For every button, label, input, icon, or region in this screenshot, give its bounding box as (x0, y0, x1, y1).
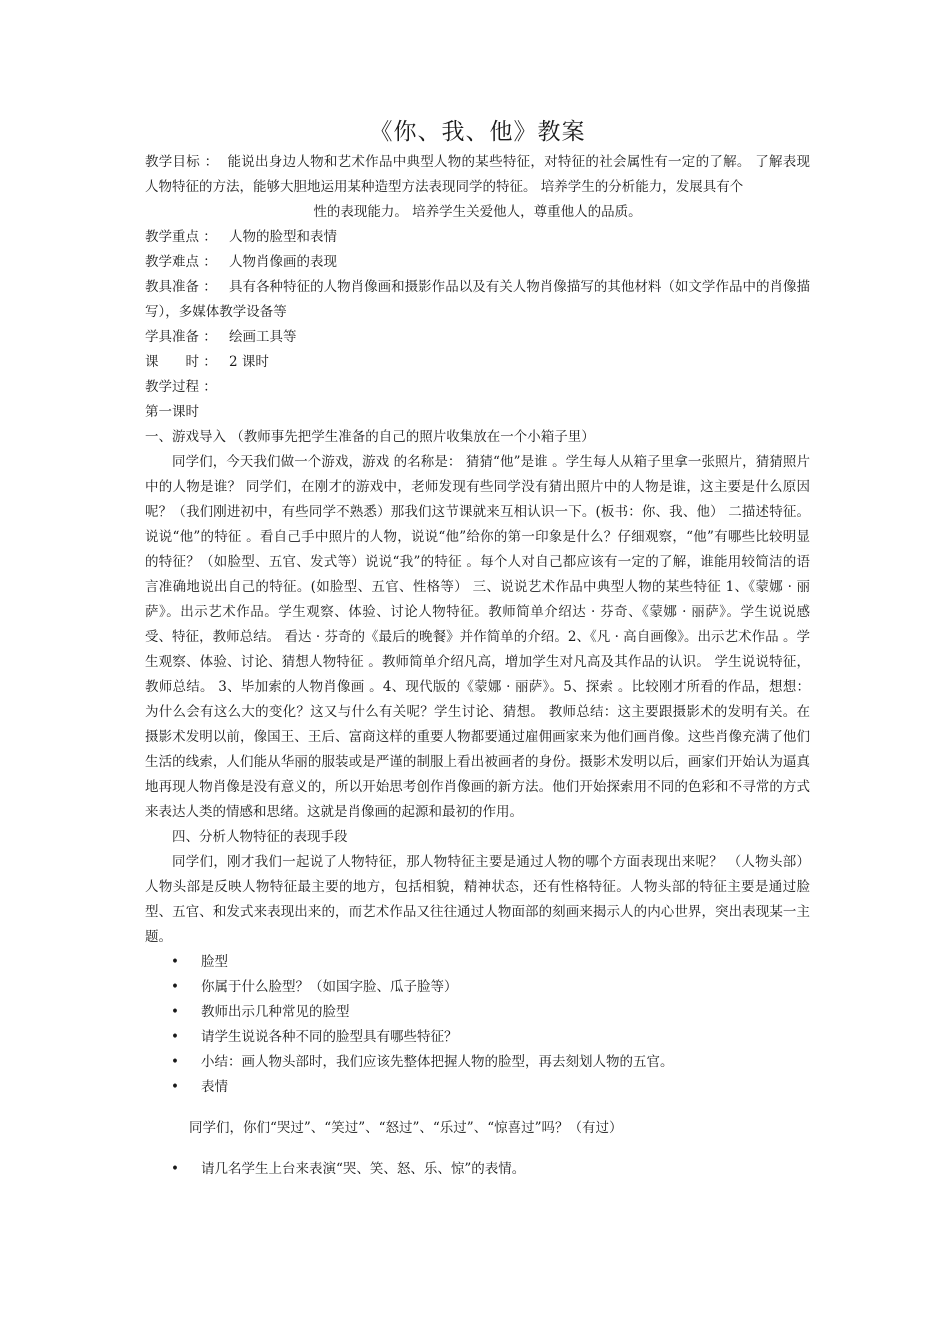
spacer (145, 1100, 810, 1116)
objectives-label: 教学目标 ： (145, 154, 219, 170)
bullet-icon: • (171, 1029, 179, 1045)
list-item: • 请几名学生上台来表演“哭、笑、怒、乐、惊”的表情。 (171, 1157, 810, 1182)
teacher-prep-label: 教具准备 ： (145, 279, 217, 295)
paragraph-2: 同学们，刚才我们一起说了人物特征，那人物特征主要是通过人物的哪个方面表现出来呢？ （人物头部） 人物头部是反映人物特征最主要的地方，包括相貌，精神状态，还有性格特征。人物头部的特征主要是通过脸型、五官、和发式来表现出来的，而艺术作品又往往通过人物面部的刻画来揭示人的内心世界，突出表现某一主题。 (145, 854, 810, 945)
question-line: 同学们，你们“哭过”、“笑过”、“怒过”、“乐过”、“惊喜过”吗？（有过） (189, 1120, 623, 1136)
hours-row (145, 350, 810, 375)
section-1-heading: 一、游戏导入 （教师事先把学生准备的自己的照片收集放在一个小箱子里） (145, 429, 595, 445)
lesson1-label: 第一课时 (145, 404, 199, 420)
teacher-prep-value: 具有各种特征的人物肖像画和摄影作品以及有关人物肖像描写的其他材料（如文学作品中的肖像描写），多媒体教学设备等 (145, 279, 810, 320)
bullet-icon: • (171, 954, 179, 970)
bullet-list (145, 950, 810, 1100)
student-prep-value: 绘画工具等 (229, 329, 297, 345)
process-label: 教学过程 ： (145, 379, 217, 395)
bullet-icon: • (171, 1054, 179, 1070)
document-title: 《你、我、他》教案 (369, 119, 586, 145)
list-item: • 脸型 (171, 950, 810, 975)
bullet-icon: • (171, 1004, 179, 1020)
key-point-value: 人物的脸型和表情 (229, 229, 337, 245)
key-point-label: 教学重点 ： (145, 229, 217, 245)
paragraph-1: 同学们，今天我们做一个游戏，游戏 的名称是： 猜猜“他”是谁 。学生每人从箱子里拿一张照片，猜猜照片中的人物是谁？ 同学们，在刚才的游戏中，老师发现有些同学没有猜出照片中的人物是谁，这主要是什么原因呢？（我们刚进初中，有些同学不熟悉）那我们这节课就来互相认识一下。(板书：你、我、他） 二描述特征。说说“他”的特征 。看自己手中照片的人物，说说“他”给你的第一印象是什么？仔细观察，“他”有哪些比较明显的特征？（如脸型、五官、发式等）说说“我”的特征 。每个人对自己都应该有一定的了解，谁能用较简洁的语言准确地说出自己的特征。(如脸型、五官、性格等） 三、说说艺术作品中典型人物的某些特征 1、《蒙娜 · 丽萨》。出示艺术作品。学生观察、体验、讨论人物特征。教师简单介绍达 · 芬奇、《蒙娜 · 丽萨》。学生说说感受、特征，教师总结。 看达 · 芬奇的《最后的晚餐》并作简单的介绍。2、《凡 · 高自画像》。出示艺术作品 。学生观察、体验、讨论、猜想人物特征 。教师简单介绍凡高，增加学生对凡高及其作品的认识。 学生说说特征，教师总结。 3、毕加索的人物肖像画 。4、现代版的《蒙娜 · 丽萨》。5、探索 。比较刚才所看的作品，想想：为什么会有这么大的变化？这又与什么有关呢？学生讨论、猜想。 教师总结：这主要跟摄影术的发明有关。在摄影术发明以前，像国王、王后、富商这样的重要人物都要通过雇佣画家来为他们画肖像。这些肖像充满了他们生活的线索，人们能从华丽的服装或是严谨的制服上看出被画者的身份。摄影术发明以后，画家们开始认为逼真地再现人物肖像是没有意义的，所以开始思考创作肖像画的新方法。他们开始探索用不同的色彩和不寻常的方式来表达人类的情感和思绪。这就是肖像画的起源和最初的作用。 (145, 454, 810, 820)
spacer (145, 1141, 810, 1157)
objectives-text: 能说出身边人物和艺术作品中典型人物的某些特征，对特征的社会属性有一定的了解。 了解表现人物特征的方法，能够大胆地运用某种造型方法表现同学的特征。 培养学生的分析能力，发展具有个 (145, 154, 810, 195)
bullet-icon: • (171, 979, 179, 995)
list-item: • 你属于什么脸型？（如国字脸、瓜子脸等） (171, 975, 810, 1000)
teacher-prep-row (145, 275, 810, 325)
list-item: • 教师出示几种常见的脸型 (171, 1000, 810, 1025)
objectives-line (145, 150, 810, 200)
bullet-list-2 (145, 1157, 810, 1182)
objectives-line-2: 性的表现能力。 培养学生关爱他人，尊重他人的品质。 (313, 204, 642, 220)
lesson-plan-page (145, 116, 810, 1182)
key-point-row (145, 225, 810, 250)
list-item: • 请学生说说各种不同的脸型具有哪些特征？ (171, 1025, 810, 1050)
student-prep-row (145, 325, 810, 350)
list-item: • 表情 (171, 1075, 810, 1100)
difficulty-label: 教学难点 ： (145, 254, 217, 270)
difficulty-value: 人物肖像画的表现 (229, 254, 337, 270)
list-item: • 小结：画人物头部时，我们应该先整体把握人物的脸型，再去刻划人物的五官。 (171, 1050, 810, 1075)
bullet-icon: • (171, 1079, 179, 1095)
hours-label: 课 时 ： (145, 354, 217, 370)
difficulty-row (145, 250, 810, 275)
student-prep-label: 学具准备 ： (145, 329, 217, 345)
bullet-icon: • (171, 1161, 179, 1177)
section-4-heading: 四、分析人物特征的表现手段 (172, 829, 348, 845)
hours-value: 2 课时 (229, 354, 269, 370)
